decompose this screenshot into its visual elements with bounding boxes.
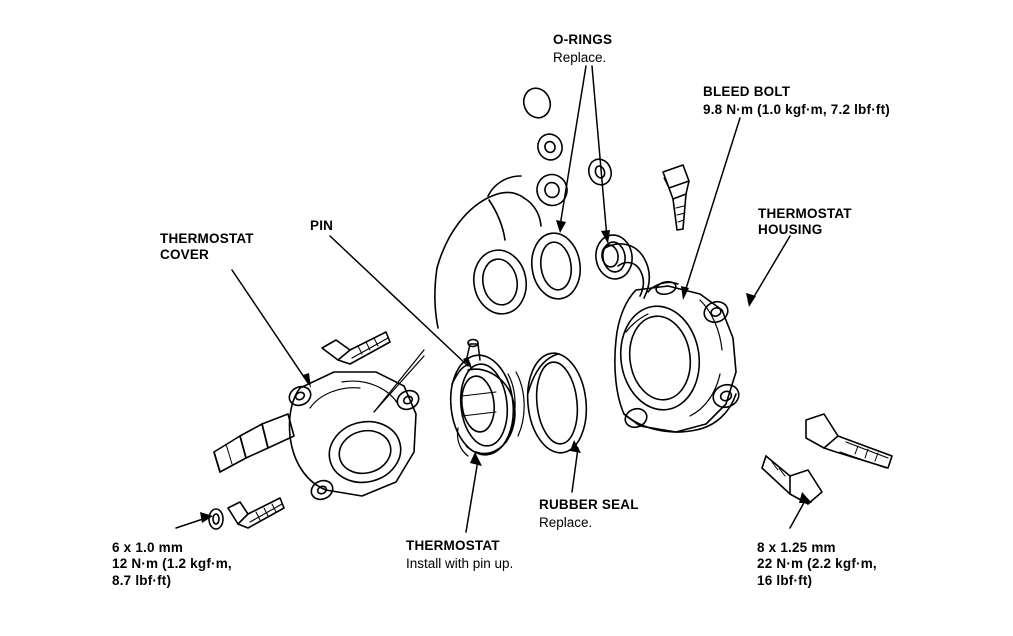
callout-o-rings-note: Replace.: [553, 50, 607, 65]
callout-bleed-bolt-title: BLEED BOLT: [703, 84, 791, 99]
rubber-seal: [523, 350, 591, 456]
callout-bolt-6mm-torque-2: 8.7 lbf·ft): [112, 572, 172, 588]
callout-thermostat-cover-line2: COVER: [160, 247, 210, 263]
bolt-cover-upper: [322, 332, 390, 364]
bolt-8mm-lower: [762, 456, 822, 504]
callout-pin: PIN: [310, 218, 334, 233]
callout-thermostat-housing-line2: HOUSING: [758, 222, 823, 238]
callout-bolt-6mm: [112, 540, 232, 589]
callout-bolt-6mm-torque-1: 12 N·m (1.2 kgf·m,: [112, 556, 232, 572]
callout-thermostat-housing: [758, 206, 852, 239]
callout-thermostat-housing-line1: THERMOSTAT: [758, 206, 852, 221]
thermostat-housing-body: [614, 280, 742, 432]
o-ring-large-right: [528, 230, 585, 302]
oring-stack-upper: [520, 84, 615, 208]
callout-thermostat-title: THERMOSTAT: [406, 538, 500, 553]
callout-bleed-bolt-torque: 9.8 N·m (1.0 kgf·m, 7.2 lbf·ft): [703, 102, 890, 117]
callout-thermostat-cover-line1: THERMOSTAT: [160, 231, 254, 246]
callout-bolt-8mm-torque-2: 16 lbf·ft): [757, 572, 813, 588]
callout-o-rings-title: O-RINGS: [553, 32, 613, 47]
callout-bolt-8mm-size: 8 x 1.25 mm: [757, 540, 836, 555]
callout-rubber-seal-note: Replace.: [539, 515, 593, 530]
o-ring-housing-port: [593, 233, 635, 282]
bolt-6mm: [209, 498, 284, 529]
callout-bolt-8mm: [757, 540, 877, 589]
callout-bolt-8mm-torque-1: 22 N·m (2.2 kgf·m,: [757, 556, 877, 572]
callout-thermostat-cover: [160, 231, 254, 264]
callout-bolt-6mm-size: 6 x 1.0 mm: [112, 540, 184, 555]
o-ring-large-left: [469, 246, 531, 318]
callout-thermostat-note: Install with pin up.: [406, 556, 514, 571]
bleed-bolt: [663, 165, 689, 230]
bolt-8mm-upper: [806, 414, 892, 468]
callout-rubber-seal-title: RUBBER SEAL: [539, 497, 639, 512]
leader-lines: [176, 66, 812, 532]
